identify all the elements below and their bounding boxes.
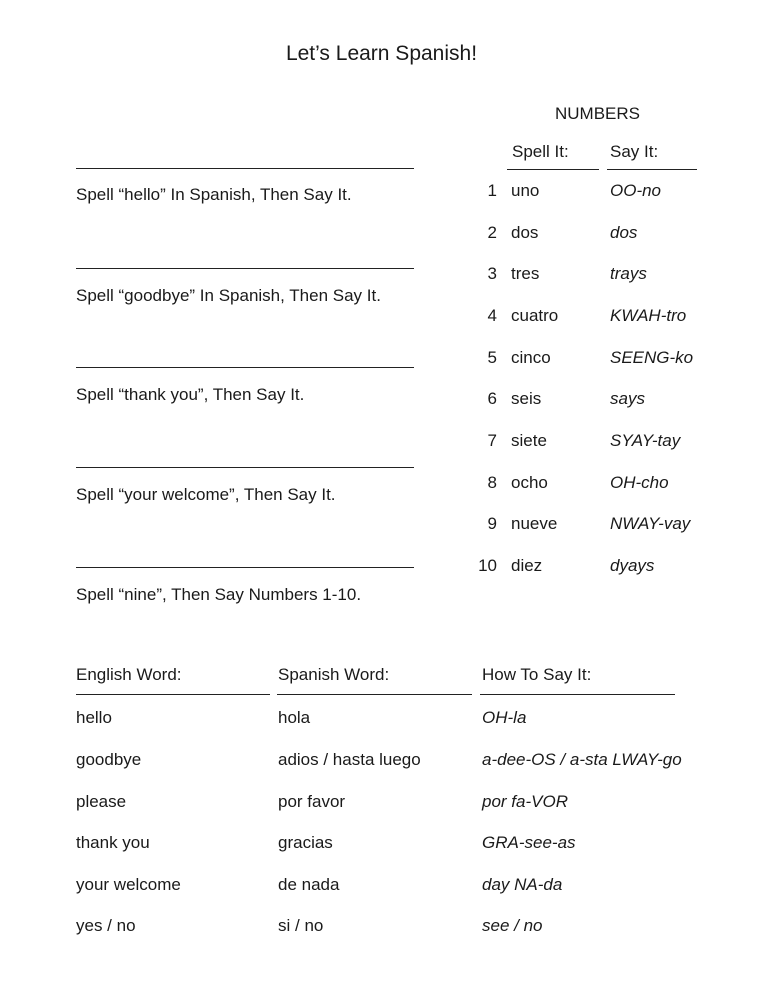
- number-row: [470, 181, 760, 207]
- spanish-word: si / no: [278, 916, 324, 935]
- vocab-row: [76, 792, 756, 818]
- number-pronunciation: SYAY-tay: [610, 431, 681, 450]
- spanish-word-header: Spanish Word:: [278, 665, 390, 684]
- writing-line[interactable]: [76, 567, 414, 568]
- pronunciation: GRA-see-as: [482, 833, 576, 852]
- number-pronunciation: says: [610, 389, 645, 408]
- number-digit: 7: [487, 431, 497, 450]
- english-word-header: English Word:: [76, 665, 182, 684]
- say-it-header: Say It:: [610, 142, 659, 161]
- pronunciation: por fa-VOR: [482, 792, 568, 811]
- number-digit: 10: [478, 556, 497, 575]
- pronunciation: see / no: [482, 916, 543, 935]
- numbers-heading: NUMBERS: [555, 104, 641, 123]
- number-digit: 2: [487, 223, 497, 242]
- vocab-row: [76, 875, 756, 901]
- spanish-header-underline: [277, 694, 472, 695]
- number-digit: 5: [487, 348, 497, 367]
- number-pronunciation: OH-cho: [610, 473, 669, 492]
- english-word: hello: [76, 708, 112, 727]
- exercise-prompt: Spell “nine”, Then Say Numbers 1-10.: [76, 585, 362, 604]
- spell-it-header: Spell It:: [512, 142, 569, 161]
- number-spelling: dos: [511, 223, 539, 242]
- number-pronunciation: NWAY-vay: [610, 514, 691, 533]
- number-row: [470, 556, 760, 582]
- number-pronunciation: OO-no: [610, 181, 662, 200]
- number-pronunciation: dyays: [610, 556, 655, 575]
- number-row: [470, 306, 760, 332]
- number-spelling: nueve: [511, 514, 558, 533]
- say-it-underline: [607, 169, 697, 170]
- number-spelling: seis: [511, 389, 542, 408]
- number-digit: 3: [487, 264, 497, 283]
- number-spelling: siete: [511, 431, 547, 450]
- english-word: yes / no: [76, 916, 136, 935]
- number-pronunciation: KWAH-tro: [610, 306, 687, 325]
- writing-line[interactable]: [76, 268, 414, 269]
- writing-line[interactable]: [76, 467, 414, 468]
- number-row: [470, 473, 760, 499]
- vocab-row: [76, 708, 756, 734]
- vocab-row: [76, 750, 756, 776]
- spanish-word: gracias: [278, 833, 333, 852]
- number-row: [470, 348, 760, 374]
- how-to-say-header: How To Say It:: [482, 665, 592, 684]
- exercise-prompt: Spell “your welcome”, Then Say It.: [76, 485, 336, 504]
- number-pronunciation: SEENG-ko: [610, 348, 694, 367]
- english-word: your welcome: [76, 875, 181, 894]
- number-spelling: cinco: [511, 348, 551, 367]
- pronunciation: day NA-da: [482, 875, 563, 894]
- number-spelling: diez: [511, 556, 543, 575]
- number-row: [470, 431, 760, 457]
- english-header-underline: [76, 694, 270, 695]
- number-pronunciation: trays: [610, 264, 647, 283]
- pronunciation: OH-la: [482, 708, 527, 727]
- number-spelling: cuatro: [511, 306, 559, 325]
- exercise-prompt: Spell “goodbye” In Spanish, Then Say It.: [76, 286, 381, 305]
- page-title: Let’s Learn Spanish!: [285, 42, 478, 65]
- number-row: [470, 264, 760, 290]
- spell-it-underline: [507, 169, 599, 170]
- number-digit: 4: [487, 306, 497, 325]
- number-row: [470, 389, 760, 415]
- number-spelling: tres: [511, 264, 540, 283]
- english-word: thank you: [76, 833, 150, 852]
- number-row: [470, 514, 760, 540]
- number-pronunciation: dos: [610, 223, 638, 242]
- number-row: [470, 223, 760, 249]
- writing-line[interactable]: [76, 168, 414, 169]
- number-digit: 1: [487, 181, 497, 200]
- number-spelling: ocho: [511, 473, 548, 492]
- number-digit: 8: [487, 473, 497, 492]
- number-spelling: uno: [511, 181, 540, 200]
- pronounce-header-underline: [480, 694, 675, 695]
- spanish-word: adios / hasta luego: [278, 750, 421, 769]
- writing-line[interactable]: [76, 367, 414, 368]
- number-digit: 6: [487, 389, 497, 408]
- exercise-prompt: Spell “thank you”, Then Say It.: [76, 385, 305, 404]
- english-word: goodbye: [76, 750, 142, 769]
- pronunciation: a-dee-OS / a-sta LWAY-go: [482, 750, 682, 769]
- english-word: please: [76, 792, 127, 811]
- vocab-row: [76, 916, 756, 942]
- spanish-word: hola: [278, 708, 311, 727]
- number-digit: 9: [487, 514, 497, 533]
- spanish-word: por favor: [278, 792, 346, 811]
- exercise-prompt: Spell “hello” In Spanish, Then Say It.: [76, 185, 352, 204]
- vocab-row: [76, 833, 756, 859]
- spanish-word: de nada: [278, 875, 340, 894]
